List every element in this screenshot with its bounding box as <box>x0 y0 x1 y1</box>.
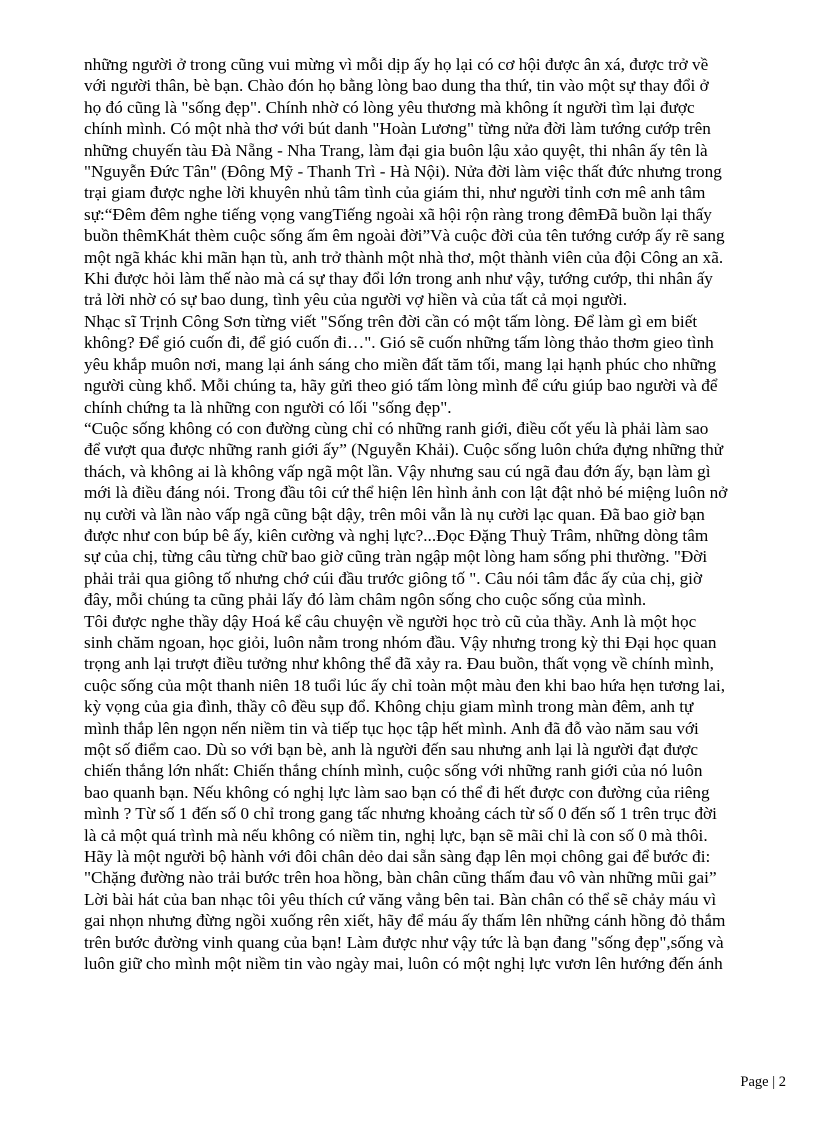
text-line: những người ở trong cũng vui mừng vì mỗi dịp ấy họ lại có cơ hội được ân xá, được trở về <box>84 55 709 74</box>
text-line: sinh chăm ngoan, học giỏi, luôn nằm trong nhóm đầu. Vậy nhưng trong kỳ thi Đại học quan <box>84 632 717 652</box>
text-line: được như con búp bê ấy, kiên cường và nghị lực?...Đọc Đặng Thuỳ Trâm, những dòng tâm <box>84 525 709 545</box>
text-line: với người thân, bè bạn. Chào đón họ bằng lòng bao dung tha thứ, tin vào một sự thay đổi ở <box>84 76 709 96</box>
text-line: chính mình. Có một nhà thơ với bút danh "Hoàn Lương" từng nửa đời làm tướng cướp trên <box>84 119 711 139</box>
text-line: những chuyến tàu Đà Nẵng - Nha Trang, làm đại gia buôn lậu xảo quyệt, thi nhân ấy tên là <box>84 140 708 160</box>
text-line: chiến thắng lớn nhất: Chiến thắng chính mình, cuộc sống với những ranh giới của nó luôn <box>84 761 703 781</box>
text-line: "Chặng đường nào trải bước trên hoa hồng, bàn chân cũng thấm đau vô vàn những mũi gai” <box>84 868 717 888</box>
text-line: một ngã khác khi mãn hạn tù, anh trở thành một nhà thơ, một thành viên của đội Công an xã. <box>84 247 724 267</box>
text-line: nụ cười và lần nào vấp ngã cũng bật dậy, trên môi vẫn là nụ cười lạc quan. Đã bao giờ bạn <box>84 504 705 524</box>
text-line: sự:“Đêm đêm nghe tiếng vọng vangTiếng ngoài xã hội rộn ràng trong đêmĐã buồn lại thấy <box>84 204 712 224</box>
text-line: không? Để gió cuốn đi, để gió cuốn đi…". Gió sẽ cuốn những tấm lòng thảo thơm gieo tình <box>84 333 714 353</box>
body-text <box>84 54 734 974</box>
text-line: trại giam được nghe lời khuyên nhủ tâm tình của giám thi, như người tỉnh cơn mê anh tâm <box>84 183 706 203</box>
text-line: Hãy là một người bộ hành với đôi chân dẻo dai sẵn sàng đạp lên mọi chông gai để bước đi: <box>84 847 711 867</box>
text-line: Nhạc sĩ Trịnh Công Sơn từng viết "Sống trên đời cần có một tấm lòng. Để làm gì em biết <box>84 311 698 331</box>
text-line: Khi được hỏi làm thế nào mà cá sự thay đổi lớn trong anh như vậy, tướng cướp, thi nhân ấy <box>84 269 713 289</box>
text-line: đây, mỗi chúng ta cũng phải lấy đó làm châm ngôn sống cho cuộc sống của mình. <box>84 590 647 610</box>
text-line: sự của chị, từng câu từng chữ bao giờ cũng tràn ngập một lòng ham sống phi thường. "Đời <box>84 547 708 567</box>
text-line: “Cuộc sống không có con đường cùng chỉ có những ranh giới, điều cốt yếu là phải làm sao <box>84 418 709 438</box>
text-line: Tôi được nghe thầy dậy Hoá kể câu chuyện về người học trò cũ của thầy. Anh là một học <box>84 611 697 631</box>
text-line: bao quanh bạn. Nếu không có nghị lực làm sao bạn có thể đi hết được con đường của riêng <box>84 782 710 802</box>
text-line: để vượt qua được những ranh giới ấy” (Nguyễn Khải). Cuộc sống luôn chứa đựng những thử <box>84 440 724 460</box>
text-line: mới là điều đáng nói. Trong đầu tôi cứ thể hiện lên hình ảnh con lật đật nhỏ bé miệng luôn nở <box>84 483 728 503</box>
text-line: cuộc sống của một thanh niên 18 tuổi lúc ấy chỉ toàn một màu đen khi bao hứa hẹn tương lai, <box>84 675 726 695</box>
text-line: mình thắp lên ngọn nến niềm tin và tiếp tục học tập hết mình. Anh đã đỗ vào năm sau với <box>84 718 699 738</box>
text-line: gai nhọn nhưng đừng ngồi xuống rên xiết, hãy để máu ấy thấm lên những cánh hồng đỏ thắm <box>84 911 726 931</box>
text-line: phải trải qua giông tố nhưng chớ cúi đầu trước giông tố ". Câu nói tâm đắc ấy của chị, giờ <box>84 568 703 588</box>
text-line: chính chứng ta là những con người có lối "sống đẹp". <box>84 397 452 417</box>
text-line: yêu khắp muôn nơi, mang lại ánh sáng cho miền đất tăm tối, mang lại hạnh phúc cho những <box>84 354 717 374</box>
text-line: họ đó cũng là "sống đẹp". Chính nhờ có lòng yêu thương mà không ít người tìm lại được <box>84 97 695 117</box>
text-line: Lời bài hát của ban nhạc tôi yêu thích cứ văng vẳng bên tai. Bàn chân có thể sẽ chảy máu vì <box>84 889 717 909</box>
text-line: "Nguyễn Đức Tân" (Đông Mỹ - Thanh Trì - Hà Nội). Nửa đời làm việc thất đức nhưng trong <box>84 162 722 182</box>
text-line: kỳ vọng của gia đình, thầy cô đều sụp đổ. Không chịu giam mình trong màn đêm, anh tự <box>84 697 694 717</box>
text-line: buồn thêmKhát thèm cuộc sống ấm êm ngoài đời”Và cuộc đời của tên tướng cướp ấy rẽ sang <box>84 226 725 246</box>
text-line: thách, và không ai là không vấp ngã một lần. Vậy nhưng sau cú ngã đau đớn ấy, bạn làm gì <box>84 461 711 481</box>
page-number: Page | 2 <box>740 1074 786 1090</box>
text-line: một số điểm cao. Dù so với bạn bè, anh là người đến sau nhưng anh lại là người đạt được <box>84 740 698 759</box>
text-line: luôn giữ cho mình một niềm tin vào ngày mai, luôn có một nghị lực vươn lên hướng đến ánh <box>84 954 723 974</box>
text-line: người cùng khổ. Mỗi chúng ta, hãy gửi theo gió tấm lòng mình để cứu giúp bao người và để <box>84 376 718 396</box>
text-line: là cả một quá trình mà nếu không có niềm tin, nghị lực, bạn sẽ mãi chỉ là con số 0 mà thôi. <box>84 825 708 845</box>
text-line: trọng anh lại trượt điều tưởng như không thể đã xảy ra. Đau buồn, thất vọng về chính mình, <box>84 654 714 674</box>
text-line: trên bước đường vinh quang của bạn! Làm được như vậy tức là bạn đang "sống đẹp",sống và <box>84 932 724 952</box>
text-line: trả lời nhờ có sự bao dung, tình yêu của người vợ hiền và của tất cả mọi người. <box>84 290 628 310</box>
text-line: mình ? Từ số 1 đến số 0 chỉ trong gang tấc nhưng khoảng cách từ số 0 đến số 1 trên trục đời <box>84 804 717 824</box>
